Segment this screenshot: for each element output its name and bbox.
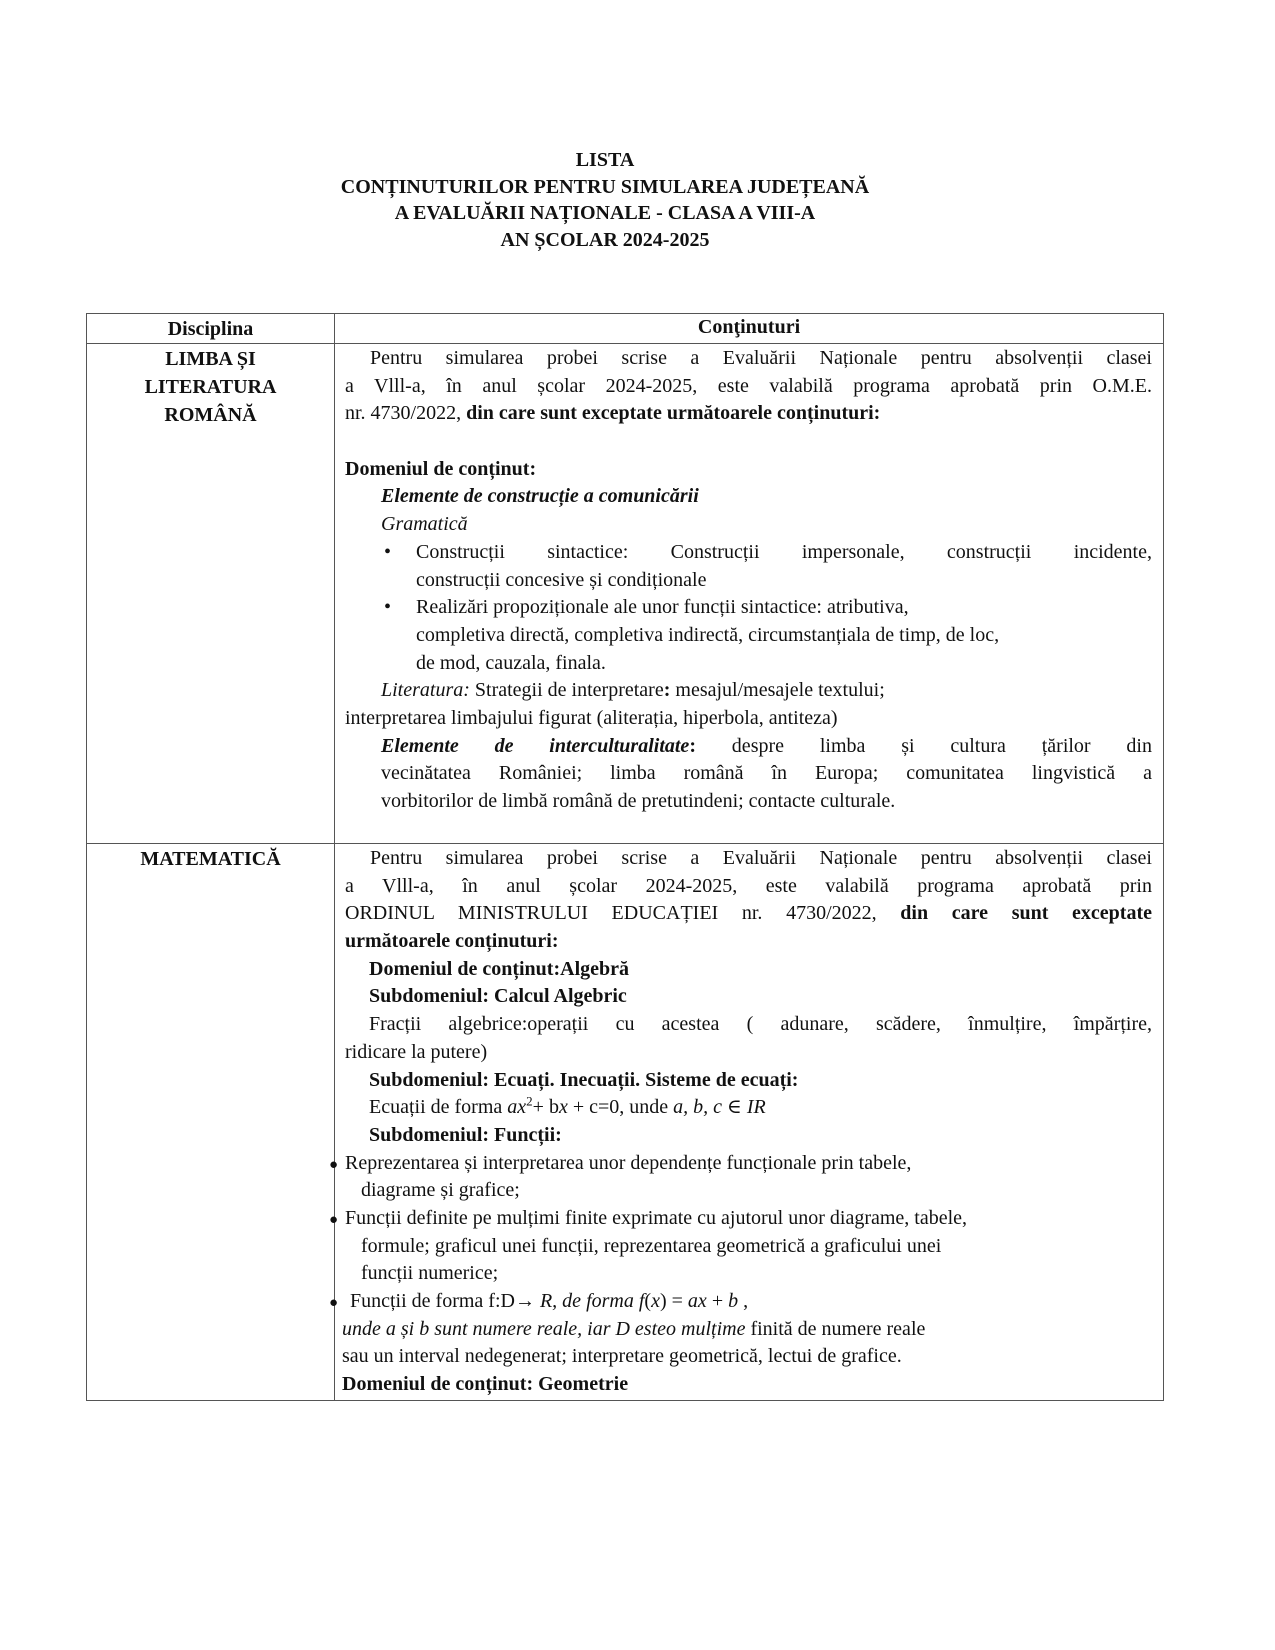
title-line: CONȚINUTURILOR PENTRU SIMULAREA JUDEȚEANĂ	[340, 175, 870, 198]
content-line	[345, 705, 1152, 733]
text-run: mesajul/mesajele textului;	[670, 679, 885, 702]
subject-line: ROMÂNĂ	[164, 404, 257, 426]
bullet-icon: •	[384, 596, 392, 619]
content-line	[342, 1343, 1152, 1371]
subject-cell	[87, 344, 335, 844]
content-line	[345, 650, 1152, 678]
text-run: construcții concesive și condiționale	[416, 568, 707, 591]
text-run: ∈	[722, 1096, 747, 1119]
text-run: vorbitorilor de limbă română de pretutindeni; contacte culturale.	[381, 790, 896, 812]
content-line	[345, 788, 1152, 816]
text-run: interpretarea limbajului figurat (aliterația, hiperbola, antiteza)	[345, 706, 838, 729]
content-line	[342, 1316, 1152, 1344]
subject-line: MATEMATICĂ	[140, 848, 281, 870]
text-run: din care sunt exceptate următoarele conținuturi:	[466, 402, 881, 425]
text-run: a, b, c	[673, 1096, 723, 1119]
content-line	[345, 567, 1152, 595]
text-run: Funcții definite pe mulțimi finite exprimate cu ajutorul unor diagrame, tabele,	[345, 1206, 968, 1229]
text-run: ridicare la putere)	[345, 1040, 488, 1063]
text-run: ,	[738, 1290, 749, 1312]
text-run: Construcții sintactice: Construcții impersonale, construcții incidente,	[416, 540, 1152, 563]
content-line	[345, 1039, 1152, 1067]
content-line	[329, 1288, 1152, 1316]
text-run: + c=0, unde	[567, 1096, 674, 1119]
text-run: IR	[746, 1096, 766, 1119]
content-line	[345, 1094, 1152, 1122]
text-run: Domeniul de conținut:	[345, 457, 537, 480]
text-run: Elemente de interculturalitate	[381, 734, 690, 757]
text-run: Fracții algebrice:operații cu acestea ( adunare, scădere, înmulțire, împărțire,	[369, 1013, 1152, 1036]
text-run: Pentru simularea probei scrise a Evaluării Naționale pentru absolvenții clasei	[370, 847, 1152, 869]
content-line	[345, 900, 1152, 928]
bullet-icon: ●	[329, 1211, 339, 1228]
content-line	[345, 1233, 1152, 1261]
text-run: Subdomeniul: Funcții:	[369, 1123, 562, 1146]
text-run: ) =	[659, 1290, 688, 1312]
content-line	[345, 622, 1152, 650]
content-line	[345, 539, 1152, 567]
content-line	[345, 483, 1152, 511]
text-run: ax	[687, 1290, 707, 1312]
text-run: Ecuații de forma	[369, 1096, 508, 1119]
text-run: Funcții de forma f:D→	[345, 1290, 540, 1312]
text-run: următoarele conținuturi:	[345, 930, 559, 953]
title-line: A EVALUĂRII NAȚIONALE - CLASA A VIII-A	[394, 202, 816, 224]
content-line	[345, 373, 1152, 401]
text-run: ORDINUL MINISTRULUI EDUCAȚIEI nr. 4730/2022,	[345, 902, 901, 925]
text-run: (	[644, 1290, 652, 1312]
content-line	[345, 428, 1152, 456]
text-run: + b	[532, 1096, 559, 1119]
text-run: Domeniul de conținut: Geometrie	[342, 1373, 629, 1396]
text-run: Elemente de construcție a comunicării	[381, 485, 699, 508]
text-run: Reprezentarea și interpretarea unor dependențe funcționale prin tabele,	[345, 1151, 912, 1174]
text-run: formule; graficul unei funcții, reprezentarea geometrică a graficului unei	[361, 1234, 942, 1257]
content-line	[345, 760, 1152, 788]
text-run: finită de numere reale	[745, 1317, 926, 1340]
content-line	[345, 928, 1152, 956]
text-run: vecinătatea României; limba română în Europa; comunitatea lingvistică a	[381, 762, 1152, 785]
text-run: x	[651, 1290, 660, 1312]
content-line	[345, 873, 1152, 901]
content-line	[345, 677, 1152, 705]
content-line	[329, 1150, 1152, 1178]
text-run: Realizări propoziționale ale unor funcții sintactice: atributiva,	[416, 596, 909, 619]
text-run: b	[728, 1290, 739, 1312]
text-run: Gramatică	[381, 513, 468, 536]
content-line	[345, 956, 1152, 984]
bullet-icon: •	[384, 540, 392, 563]
text-run: :	[689, 734, 696, 757]
content-line	[345, 1122, 1152, 1150]
text-run: nr. 4730/2022,	[345, 402, 467, 425]
content-line	[329, 1205, 1152, 1233]
text-run: Pentru simularea probei scrise a Evaluării Naționale pentru absolvenții clasei	[370, 347, 1152, 369]
text-run: sau un interval nedegenerat; interpretare geometrică, lectui de grafice.	[342, 1345, 902, 1368]
bullet-icon: ●	[329, 1295, 339, 1311]
content-line	[345, 1067, 1152, 1095]
text-run: din care sunt exceptate	[900, 902, 1152, 925]
text-run: Subdomeniul: Calcul Algebric	[369, 985, 627, 1008]
text-run: +	[706, 1290, 729, 1312]
text-run: Subdomeniul: Ecuați. Inecuații. Sisteme de ecuați:	[369, 1068, 799, 1091]
text-run: 2	[526, 1093, 533, 1109]
text-run: diagrame și grafice;	[361, 1179, 520, 1202]
text-run: de mod, cauzala, finala.	[416, 651, 606, 674]
content-line	[345, 594, 1152, 622]
subject-line: LITERATURA	[144, 376, 277, 398]
text-run: Literatura:	[381, 679, 470, 702]
text-run: x	[558, 1096, 568, 1119]
content-cell	[335, 344, 1164, 844]
text-run: Domeniul de conținut:Algebră	[369, 957, 629, 980]
content-line	[342, 1371, 1152, 1399]
content-line	[345, 345, 1152, 373]
text-run: Strategii de interpretare	[469, 679, 664, 702]
text-run: completiva directă, completiva indirectă, circumstanțiala de timp, de loc,	[416, 623, 1000, 646]
header-continuturi: Conţinuturi	[335, 314, 1164, 344]
text-run: despre limba și cultura țărilor din	[695, 734, 1152, 757]
text-run: R, de forma f	[539, 1290, 645, 1312]
subject-line: LIMBA ȘI	[165, 348, 256, 370]
content-line	[345, 1177, 1152, 1205]
title-line: AN ȘCOLAR 2024-2025	[500, 228, 710, 251]
table-row	[87, 844, 1164, 1401]
content-line	[345, 456, 1152, 484]
content-line	[345, 1011, 1152, 1039]
bullet-icon: ●	[329, 1156, 339, 1173]
text-run: :	[663, 679, 671, 702]
header-disciplina: Disciplina	[87, 314, 335, 344]
text-run: funcții numerice;	[361, 1262, 499, 1285]
table-header-row	[87, 314, 1164, 344]
content-line	[345, 511, 1152, 539]
content-line	[345, 400, 1152, 428]
title-line: LISTA	[575, 149, 635, 171]
text-run: a Vlll-a, în anul școlar 2024-2025, este valabilă programa aprobată prin	[345, 874, 1152, 897]
content-line	[345, 1260, 1152, 1288]
document-title	[0, 147, 1210, 253]
contents-table	[86, 313, 1164, 1401]
subject-cell	[87, 844, 335, 1401]
content-line	[345, 845, 1152, 873]
content-line	[345, 983, 1152, 1011]
table-row	[87, 344, 1164, 844]
content-line	[345, 733, 1152, 761]
text-run: a Vlll-a, în anul școlar 2024-2025, este valabilă programa aprobată prin O.M.E.	[345, 374, 1152, 397]
text-run: unde a și b sunt numere reale, iar D esteo mulțime	[342, 1317, 746, 1340]
content-cell	[329, 844, 1164, 1401]
text-run: ax	[507, 1096, 527, 1119]
